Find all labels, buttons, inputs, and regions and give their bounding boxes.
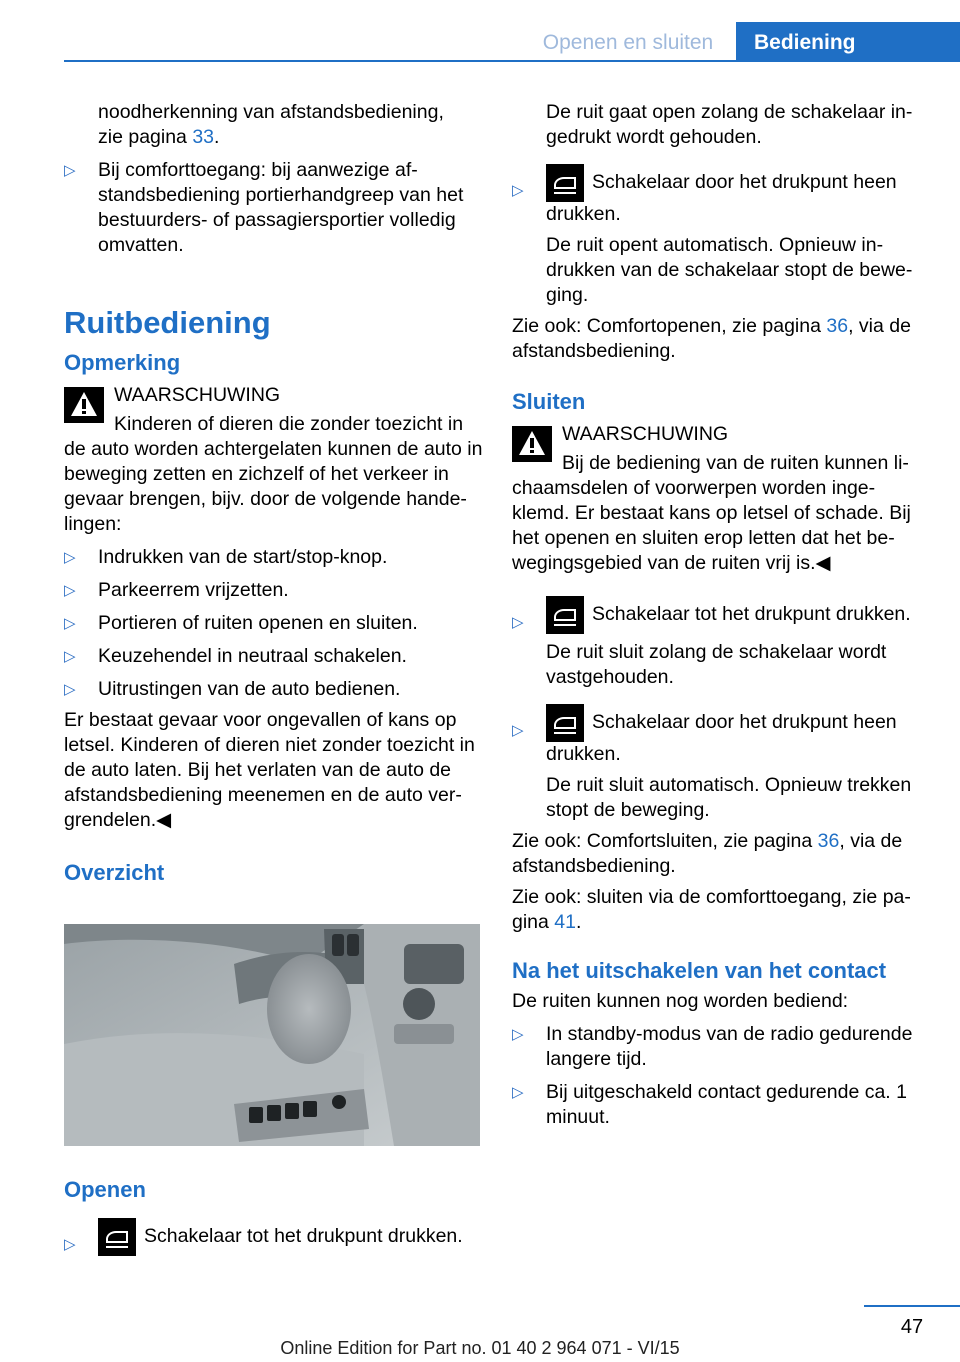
warning-label: WAARSCHUWING (114, 384, 281, 406)
header-chapter-tab: Bediening (736, 22, 960, 62)
continued-text: De ruit gaat open zolang de schakelaar in-gedrukt wordt gehouden. (546, 101, 913, 148)
bullet-triangle-icon: ▷ (512, 182, 524, 199)
warning-text: Kinderen of dieren die zonder toezicht in (114, 413, 464, 435)
see-also: Zie ook: Comfortopenen, zie pagina 36, via de afstandsbediening. (512, 315, 911, 362)
warning-label: WAARSCHUWING (562, 423, 729, 445)
warning-text-rest: de auto worden achtergelaten kunnen de auto in beweging zetten en zichzelf of het verkeer in gevaar brengen, bijv. door de volgende hande-lingen: (64, 438, 483, 535)
subheading-openen: Openen (64, 1177, 146, 1202)
warning-text-rest: chaamsdelen of voorwerpen worden inge-klemd. Er bestaat kans op letsel of schade. Bij het openen en sluiten erop letten dat het be-wegingsgebied van de ruiten vrij is.◀ (512, 477, 911, 574)
see-also: Zie ook: Comfortsluiten, zie pagina 36, via de afstandsbediening. (512, 830, 903, 877)
footer-rule (864, 1305, 960, 1307)
list-item: ▷ Uitrustingen van de auto bedienen. (64, 678, 401, 700)
bullet-triangle-icon: ▷ (64, 648, 76, 665)
window-switch-icon (98, 1218, 136, 1256)
door-panel-photo (64, 924, 480, 1146)
see-also: Zie ook: sluiten via de comforttoegang, zie pa-gina 41. (512, 886, 911, 933)
warning-text: Bij de bediening van de ruiten kunnen li- (562, 452, 909, 474)
warning-icon (512, 426, 552, 462)
header-rule (64, 60, 960, 62)
bullet-triangle-icon: ▷ (64, 582, 76, 599)
bullet-triangle-icon: ▷ (512, 1026, 524, 1043)
bullet-triangle-icon: ▷ (64, 1236, 76, 1253)
warning-block (512, 422, 930, 576)
list-item: ▷ Bij comforttoegang: bij aanwezige af-standsbediening portierhandgreep van het bestuurders- of passagiersportier volledig omvatten. (64, 159, 464, 256)
subheading-overzicht: Overzicht (64, 860, 165, 885)
item-description: De ruit sluit automatisch. Opnieuw trekken stopt de beweging. (546, 774, 912, 821)
window-switch-icon (546, 164, 584, 202)
list-item: ▷ Bij uitgeschakeld contact gedurende ca. 1 minuut. (512, 1081, 907, 1128)
bullet-triangle-icon: ▷ (512, 1084, 524, 1101)
list-item: ▷ Schakelaar door het drukpunt heen drukken. (512, 704, 930, 767)
subheading-after-contact: Na het uitschakelen van het contact (512, 958, 887, 983)
list-item: ▷ Schakelaar tot het drukpunt drukken. (512, 596, 930, 634)
header-section-tab: Openen en sluiten (542, 31, 714, 54)
bullet-triangle-icon: ▷ (64, 549, 76, 566)
page-link-33[interactable]: 33 (192, 126, 215, 148)
page-link-41[interactable]: 41 (554, 911, 576, 933)
danger-text: Er bestaat gevaar voor ongevallen of kans op letsel. Kinderen of dieren niet zonder toezicht in de auto laten. Bij het verlaten van de auto de afstandsbediening meenemen en de auto ver-grendelen.◀ (64, 709, 475, 831)
bullet-triangle-icon: ▷ (512, 614, 524, 631)
page-number: 47 (900, 1316, 924, 1338)
right-column (512, 100, 930, 1130)
continued-text: noodherkenning van afstandsbediening, zie pagina 33. (98, 101, 444, 148)
left-column (64, 100, 484, 887)
list-item: ▷ Indrukken van de start/stop-knop. (64, 546, 388, 568)
window-switch-icon (546, 596, 584, 634)
window-switch-icon (546, 704, 584, 742)
list-item: ▷ In standby-modus van de radio gedurende langere tijd. (512, 1023, 913, 1070)
item-description: De ruit opent automatisch. Opnieuw in-drukken van de schakelaar stopt de bewe-ging. (546, 234, 913, 306)
bullet-triangle-icon: ▷ (64, 681, 76, 698)
list-item: ▷ Keuzehendel in neutraal schakelen. (64, 645, 407, 667)
page-link-36[interactable]: 36 (826, 315, 849, 337)
list-item: ▷ Parkeerrem vrijzetten. (64, 579, 289, 601)
bullet-triangle-icon: ▷ (64, 615, 76, 632)
bullet-triangle-icon: ▷ (512, 722, 524, 739)
list-item: ▷ Schakelaar tot het drukpunt drukken. (64, 1218, 484, 1256)
item-description: De ruit sluit zolang de schakelaar wordt vastgehouden. (546, 641, 887, 688)
after-contact-text: De ruiten kunnen nog worden bediend: (512, 990, 849, 1012)
page-link-36[interactable]: 36 (817, 830, 840, 852)
warning-icon (64, 387, 104, 423)
left-column-bottom (64, 1176, 484, 1256)
warning-block (64, 383, 484, 537)
list-item: ▷ Schakelaar door het drukpunt heen drukken. (512, 164, 930, 227)
list-item: ▷ Portieren of ruiten openen en sluiten. (64, 612, 418, 634)
subheading-opmerking: Opmerking (64, 350, 181, 375)
edition-note: Online Edition for Part no. 01 40 2 964 071 - VI/15 (280, 1338, 680, 1358)
section-title: Ruitbediening (64, 305, 271, 340)
bullet-triangle-icon: ▷ (64, 162, 76, 179)
subheading-sluiten: Sluiten (512, 389, 586, 414)
